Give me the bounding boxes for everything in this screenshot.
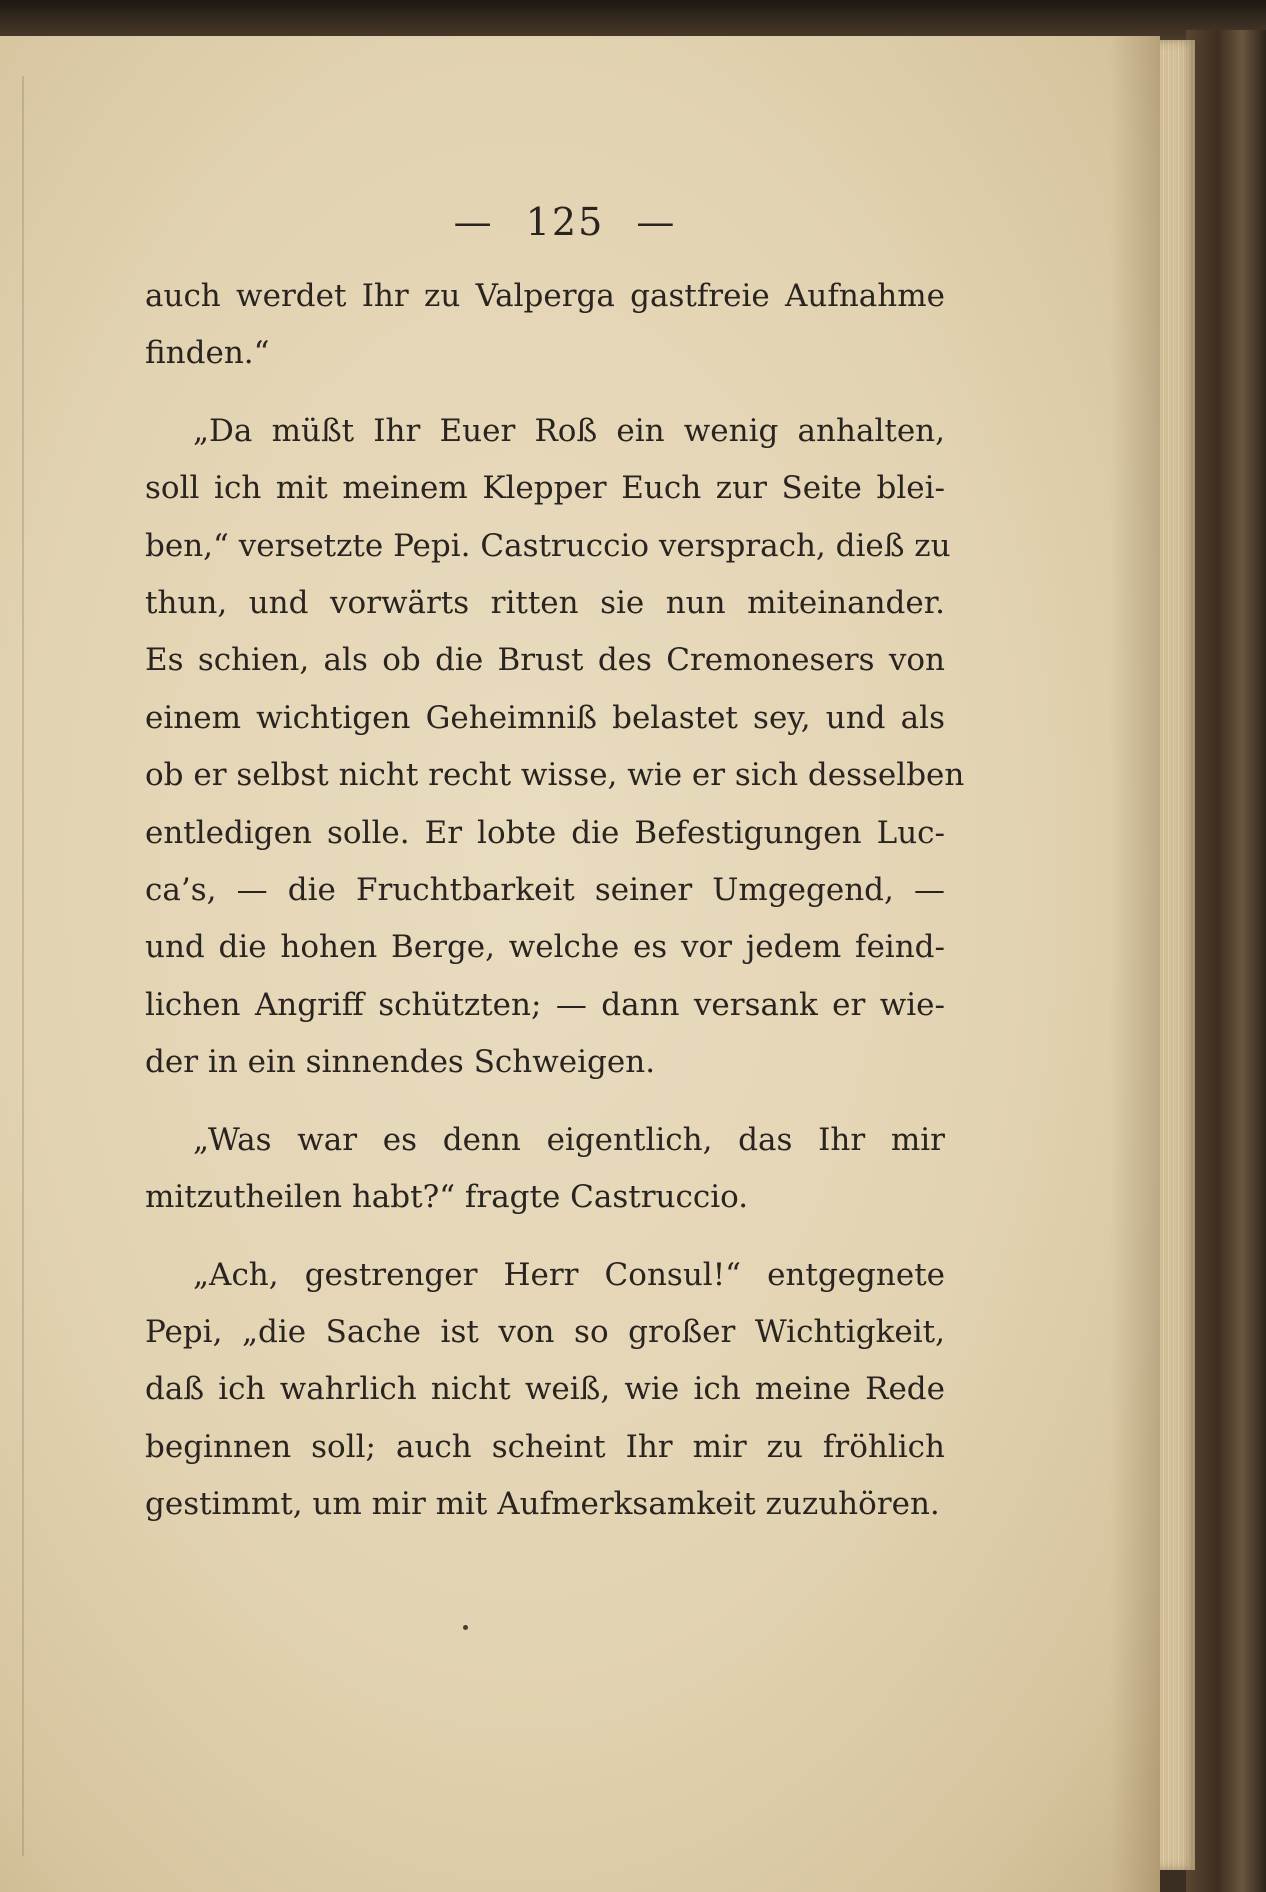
text-line: thun, und vorwärts ritten sie nun miteinander.: [145, 585, 945, 622]
text-line: „Ach, gestrenger Herr Consul!“ entgegnete: [193, 1256, 945, 1293]
paragraph: [145, 1247, 945, 1534]
page-text: [145, 196, 965, 1554]
paragraph: [145, 403, 965, 1092]
text-line: „Da müßt Ihr Euer Roß ein wenig anhalten,: [193, 412, 945, 449]
text-line: beginnen soll; auch scheint Ihr mir zu fröhlich: [145, 1428, 945, 1465]
paragraph: [145, 268, 945, 383]
text-line: auch werdet Ihr zu Valperga gastfreie Aufnahme: [145, 278, 945, 314]
text-line: „Was war es denn eigentlich, das Ihr mir: [193, 1121, 945, 1158]
page-header: [185, 196, 945, 248]
text-line: ca’s, — die Fruchtbarkeit seiner Umgegend, —: [145, 872, 945, 909]
text-line: der in ein sinnendes Schweigen.: [145, 1044, 656, 1081]
header-dash-right: —: [636, 200, 677, 244]
text-line: gestimmt, um mir mit Aufmerksamkeit zuzuhören.: [145, 1486, 940, 1523]
paragraph: [145, 1112, 945, 1227]
ink-speck: [463, 1625, 468, 1630]
text-line: einem wichtigen Geheimniß belastet sey, und als: [145, 699, 945, 736]
page-number: 125: [525, 200, 605, 244]
text-line: lichen Angriff schützten; — dann versank er wie-: [145, 986, 945, 1023]
text-line: Es schien, als ob die Brust des Cremonesers von: [145, 642, 945, 679]
header-dash-left: —: [453, 200, 494, 244]
gutter-line: [22, 76, 24, 1856]
text-line: mitzutheilen habt?“ fragte Castruccio.: [145, 1179, 749, 1216]
text-line: entledigen solle. Er lobte die Befestigungen Luc-: [145, 814, 945, 851]
text-line: finden.“: [145, 335, 270, 372]
text-line: und die hohen Berge, welche es vor jedem feind-: [145, 929, 945, 966]
book-cover-edge: [1186, 30, 1266, 1892]
text-line: soll ich mit meinem Klepper Euch zur Seite blei-: [145, 470, 945, 507]
scan-top-strip: [0, 0, 1266, 40]
text-line: ob er selbst nicht recht wisse, wie er sich desselben: [145, 757, 965, 794]
text-line: Pepi, „die Sache ist von so großer Wichtigkeit,: [145, 1313, 945, 1350]
text-line: daß ich wahrlich nicht weiß, wie ich meine Rede: [145, 1371, 945, 1408]
text-line: ben,“ versetzte Pepi. Castruccio versprach, dieß zu: [145, 527, 951, 564]
